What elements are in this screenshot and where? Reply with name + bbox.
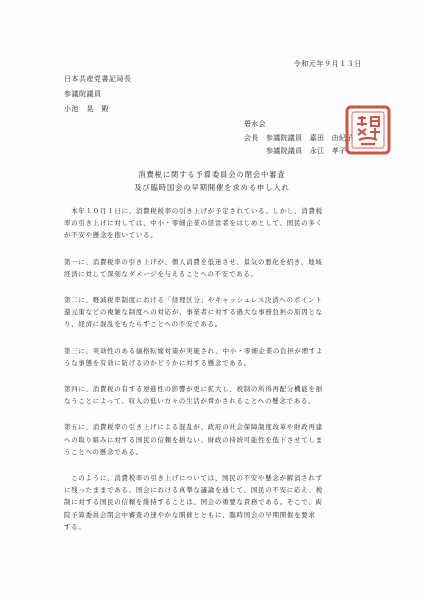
- body-paragraph-third: 第三に、実効性のある価格転嫁対策が実施され、中小・零細企業の負担が増すよ うな事態を有効に防げるのかどうかに対する懸念である。: [64, 346, 324, 367]
- body-paragraph-conclusion: このように、消費税率の引き上げについては、国民の不安や懸念が解消されず に残ったままである。国会における真摯な議論を通じて、国民の不安に応え、税 制に対する国民の信頼を維持することは、国会の重要な責務である。そこで、両 院予算委員会閉会中審査の速やかな開催とともに、臨時国会の早期開催を要求 する。: [64, 474, 324, 531]
- document-title: [0, 168, 424, 194]
- addressee-position: 参議院議員: [64, 90, 102, 98]
- body-paragraph-fourth: 第四に、消費税の有する逆進性の影響が更に拡大し、税制の所得再配分機能を損 なうことによって、収入の低い方々の生活が脅かされることへの懸念である。: [64, 385, 323, 406]
- body-paragraph-fifth: 第五に、消費税率の引き上げによる混乱が、政府の社会保障制度改革や財政再建 への取り組みに対する国民の信頼を損ない、財政の持続可能性を低下させてしま うことへの懸念である。: [64, 423, 323, 456]
- sender-member: 参議院議員 永江 孝子: [266, 147, 347, 155]
- body-paragraph-intro: 本年１０月１日に、消費税税率の引き上げが予定されている。しかし、消費税 率の引き上げに対しては、中小・零細企業の経営者をはじめとして、国民の多く が不安や懸念を抱いている。: [64, 207, 323, 240]
- sender-block: [244, 118, 354, 159]
- body-paragraph-first: 第一に、消費税率の引き上げが、個人消費を低迷させ、景気の悪化を招き、地域 経済に対して深刻なダメージを与えることへの不安である。: [64, 257, 323, 278]
- sender-chair: 会長 参議院議員 嘉田 由紀子: [244, 133, 354, 142]
- sender-org: 碧水会: [244, 120, 266, 128]
- addressee-name: 小池 晃 殿: [64, 105, 109, 113]
- addressee-block: [64, 72, 132, 117]
- title-line-1: 消費税に関する予算委員会の閉会中審査: [138, 170, 286, 179]
- document-date: 令和元年９月１３日: [293, 60, 362, 68]
- red-seal-stamp: [344, 104, 392, 156]
- body-paragraph-second: 第二に、軽減税率制度における「経理区分」やキャッシュレス決済へのポイント 還元策などの複雑な制度への対応が、事業者に対する過大な事務負担の原因とな り、経済に混乱をもたらすことへの不安である。: [64, 296, 323, 329]
- title-line-2: 及び臨時国会の早期開催を求める申し入れ: [134, 183, 290, 192]
- document-body: [64, 205, 364, 547]
- addressee-title: 日本共産党書記局長: [64, 75, 132, 83]
